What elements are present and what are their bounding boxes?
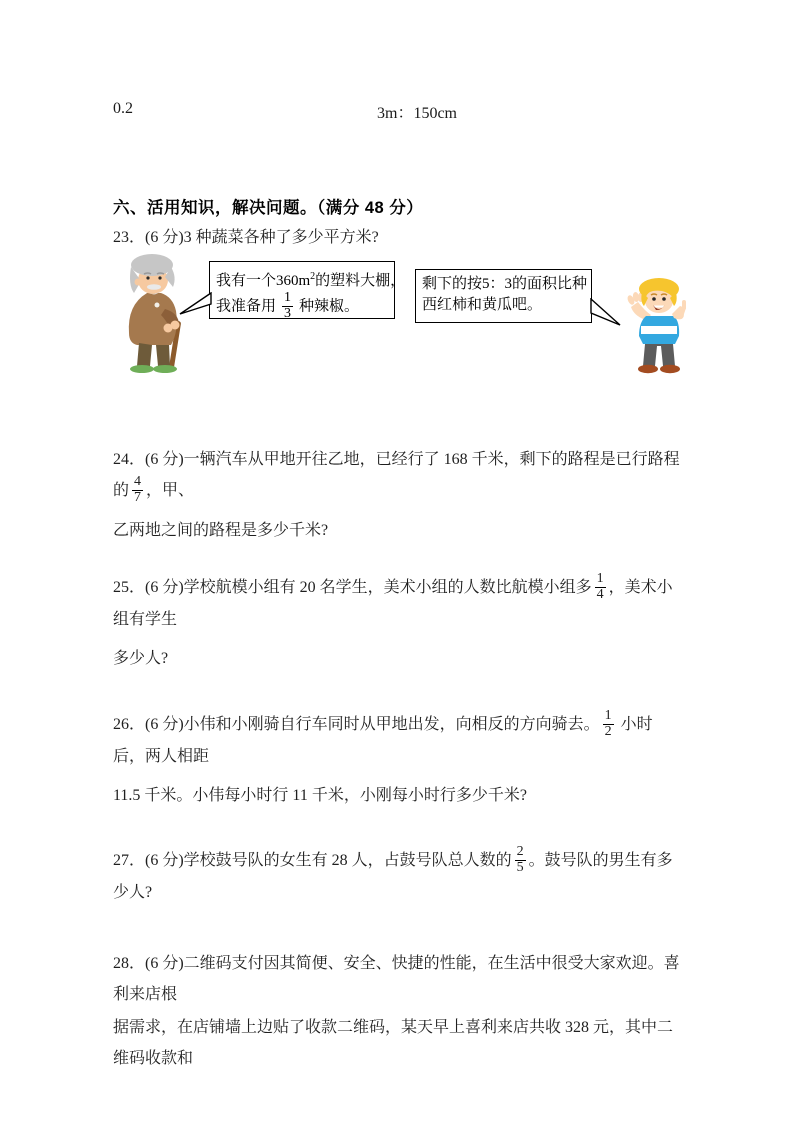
question-28-line2: 据需求，在店铺墙上边贴了收款二维码，某天早上喜利来店共收 328 元，其中二维码收款和 [113,1019,674,1067]
answer-value-left: 0.2 [113,100,133,117]
speech-bubble-boy [415,269,592,323]
bubble2-line1: 剩下的按5：3的面积比种 [422,276,588,292]
question-25 [113,572,683,674]
question-28 [113,948,683,1074]
question-24-line2: 乙两地之间的路程是多少千米? [113,521,329,539]
question-24-line1: 24．(6 分)一辆汽车从甲地开往乙地，已经行了 168 千米，剩下的路程是已行路程的 $\frac{4}{7}$ ，甲、 [113,451,680,505]
question-27-line1: 27．(6 分)学校鼓号队的女生有 28 人，占鼓号队总人数的 $\frac{2}{5}$ 。鼓号队的男生有多少人? [113,844,673,901]
speech-bubble-old-man [209,261,406,321]
question-25-line2: 多少人? [113,649,169,667]
speech-bubble-tail-right [590,298,621,326]
question-27 [113,845,683,908]
question-23-text: 23．(6 分)3 种蔬菜各种了多少平方米? [113,229,379,246]
section-heading: 六、活用知识，解决问题。（满分 48 分） [113,199,424,217]
fraction-one-half: $\frac{1}{2}$ [604,708,612,739]
answer-value-right: 3m：150cm [377,105,457,122]
bubble2-line2: 西红柿和黄瓜吧。 [422,297,543,313]
speech-bubble-tail-left [179,292,212,316]
fraction-two-fifths: $\frac{2}{5}$ [516,844,524,875]
question-23-illustration [113,248,693,382]
boy-illustration [618,276,700,376]
question-25-line1: 25．(6 分)学校航模小组有 20 名学生，美术小组的人数比航模小组多 $\frac{1}{4}$ ，美术小组有学生 [113,571,673,628]
question-26-line1: 26．(6 分)小伟和小刚骑自行车同时从甲地出发，向相反的方向骑去。 $\frac{1}{2}$ 小时后，两人相距 [113,708,653,765]
fraction-four-sevenths: $\frac{4}{7}$ [134,474,142,505]
question-24 [113,444,683,546]
question-26 [113,709,683,811]
fraction-one-third: $\frac{1}{3}$ [284,290,292,321]
question-26-line2: 11.5 千米。小伟每小时行 11 千米，小刚每小时行多少千米? [113,786,527,804]
bubble1-line2: 我准备用 $\frac{1}{3}$ 种辣椒。 [216,290,360,321]
bubble1-line1: 我有一个$360m^2$的塑料大棚， [216,271,406,289]
fraction-one-fourth: $\frac{1}{4}$ [596,571,604,602]
question-28-line1: 28．(6 分)二维码支付因其简便、安全、快捷的性能，在生活中很受大家欢迎。喜利来店根 [113,955,680,1003]
